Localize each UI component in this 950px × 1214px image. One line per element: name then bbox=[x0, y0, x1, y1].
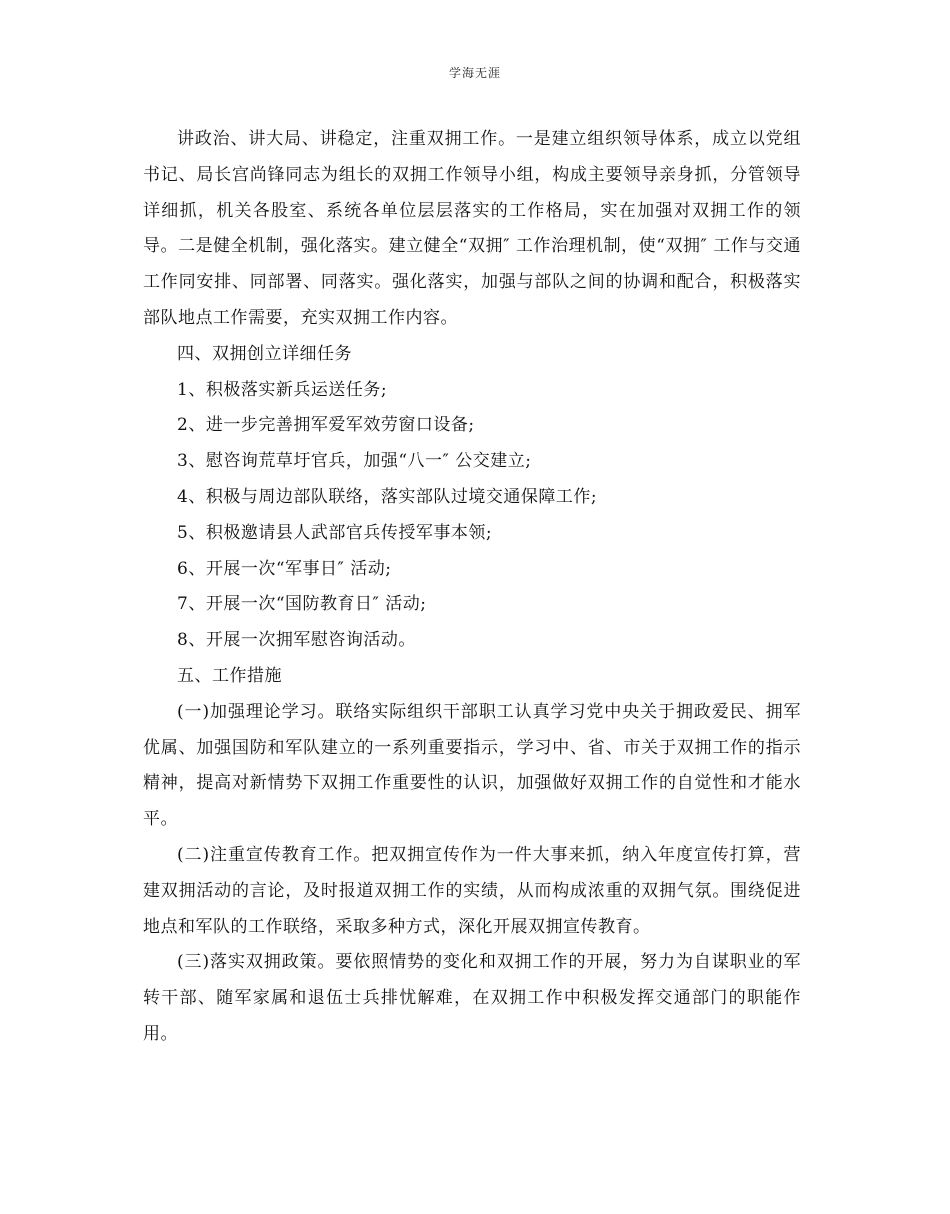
measure-paragraph: (二)注重宣传教育工作。把双拥宣传作为一件大事来抓，纳入年度宣传打算，营建双拥活动的言论，及时报道双拥工作的实绩，从而构成浓重的双拥气氛。围绕促进地点和军队的工作联络，采取多种方式，深化开展双拥宣传教育。 bbox=[143, 844, 801, 937]
document-body bbox=[143, 122, 801, 1053]
task-item: 3、慰咨询荒草圩官兵，加强“八一″ 公交建立; bbox=[177, 451, 532, 472]
page-header: 学海无涯 bbox=[448, 66, 501, 80]
task-item: 2、进一步完善拥军爱军效劳窗口设备; bbox=[177, 415, 475, 436]
task-item: 4、积极与周边部队联络，落实部队过境交通保障工作; bbox=[177, 486, 598, 507]
measure-paragraph: (一)加强理论学习。联络实际组织干部职工认真学习党中央关于拥政爱民、拥军优属、加强国防和军队建立的一系列重要指示，学习中、省、市关于双拥工作的指示精神，提高对新情势下双拥工作重要性的认识，加强做好双拥工作的自觉性和才能水平。 bbox=[143, 701, 801, 830]
section-heading-measures: 五、工作措施 bbox=[177, 665, 282, 686]
task-item: 6、开展一次“军事日″ 活动; bbox=[177, 558, 392, 579]
task-item: 7、开展一次“国防教育日″ 活动; bbox=[177, 594, 427, 615]
paragraph-intro: 讲政治、讲大局、讲稳定，注重双拥工作。一是建立组织领导体系，成立以党组书记、局长宫尚锋同志为组长的双拥工作领导小组，构成主要领导亲身抓，分管领导详细抓，机关各股室、系统各单位层层落实的工作格局，实在加强对双拥工作的领导。二是健全机制，强化落实。建立健全“双拥″ 工作治理机制，使“双拥″ 工作与交通工作同安排、同部署、同落实。强化落实，加强与部队之间的协调和配合，积极落实部队地点工作需要，充实双拥工作内容。 bbox=[143, 129, 801, 328]
section-heading-tasks: 四、双拥创立详细任务 bbox=[177, 343, 352, 364]
measure-paragraph: (三)落实双拥政策。要依照情势的变化和双拥工作的开展，努力为自谋职业的军转干部、随军家属和退伍士兵排忧解难，在双拥工作中积极发挥交通部门的职能作用。 bbox=[143, 952, 801, 1044]
task-item: 8、开展一次拥军慰咨询活动。 bbox=[177, 630, 416, 651]
task-item: 5、积极邀请县人武部官兵传授军事本领; bbox=[177, 522, 493, 543]
task-item: 1、积极落实新兵运送任务; bbox=[177, 379, 388, 400]
